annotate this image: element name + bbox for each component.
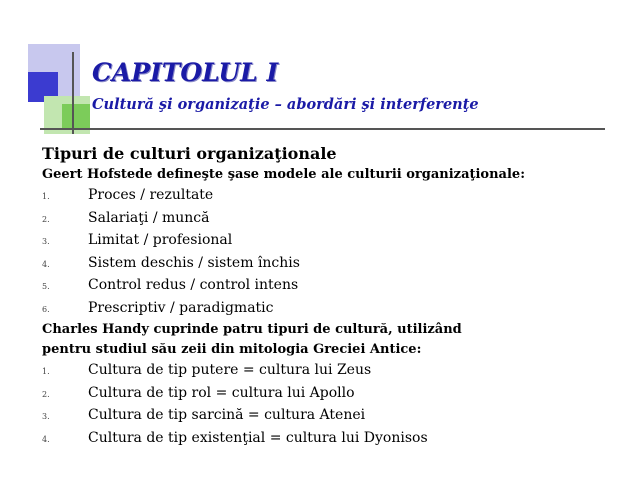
list-item bbox=[42, 253, 632, 276]
slide-subtitle: Cultură şi organizaţie – abordări şi interferenţe bbox=[92, 96, 479, 113]
green-square bbox=[62, 104, 90, 130]
list-text: Cultura de tip putere = cultura lui Zeus bbox=[88, 362, 372, 378]
list-item bbox=[42, 275, 632, 298]
list-item bbox=[42, 428, 632, 451]
list-text: Cultura de tip sarcină = cultura Atenei bbox=[88, 407, 366, 423]
list-number: 5. bbox=[42, 282, 50, 291]
list-item bbox=[42, 360, 632, 383]
list-number: 4. bbox=[42, 259, 50, 269]
list-item bbox=[42, 230, 632, 253]
list-text: Sistem deschis / sistem închis bbox=[88, 254, 300, 271]
title-divider bbox=[40, 128, 605, 130]
list-text: Control redus / control intens bbox=[88, 277, 299, 293]
list-number: 6. bbox=[42, 304, 50, 314]
list-number: 1. bbox=[42, 192, 50, 201]
slide-title: CAPITOLUL I bbox=[92, 58, 279, 87]
list-number: 2. bbox=[42, 214, 50, 224]
slide-content bbox=[42, 143, 632, 450]
list-item bbox=[42, 185, 632, 208]
handy-list bbox=[42, 360, 632, 450]
list-number: 1. bbox=[42, 367, 50, 376]
list-number: 4. bbox=[42, 434, 50, 444]
vertical-line bbox=[72, 52, 74, 134]
hofstede-list bbox=[42, 185, 632, 320]
title-block bbox=[92, 58, 479, 114]
list-item bbox=[42, 383, 632, 406]
list-text: Prescriptiv / paradigmatic bbox=[88, 299, 274, 316]
list-number: 3. bbox=[42, 412, 50, 421]
list-text: Cultura de tip rol = cultura lui Apollo bbox=[88, 384, 355, 401]
decorative-squares bbox=[0, 0, 100, 140]
list-text: Cultura de tip existenţial = cultura lui Dyonisos bbox=[88, 429, 428, 446]
list-text: Proces / rezultate bbox=[88, 187, 214, 203]
list-text: Limitat / profesional bbox=[88, 232, 233, 248]
hofstede-lead: Geert Hofstede defineşte şase modele ale culturii organizaţionale: bbox=[42, 167, 525, 182]
list-text: Salariaţi / muncă bbox=[88, 209, 210, 226]
section-heading: Tipuri de culturi organizaţionale bbox=[42, 144, 337, 163]
list-number: 2. bbox=[42, 389, 50, 399]
handy-lead-line2: pentru studiul său zeii din mitologia Greciei Antice: bbox=[42, 342, 422, 357]
list-item bbox=[42, 298, 632, 321]
handy-lead-line1: Charles Handy cuprinde patru tipuri de cultură, utilizând bbox=[42, 322, 462, 337]
list-item bbox=[42, 405, 632, 428]
list-number: 3. bbox=[42, 237, 50, 246]
list-item bbox=[42, 208, 632, 231]
